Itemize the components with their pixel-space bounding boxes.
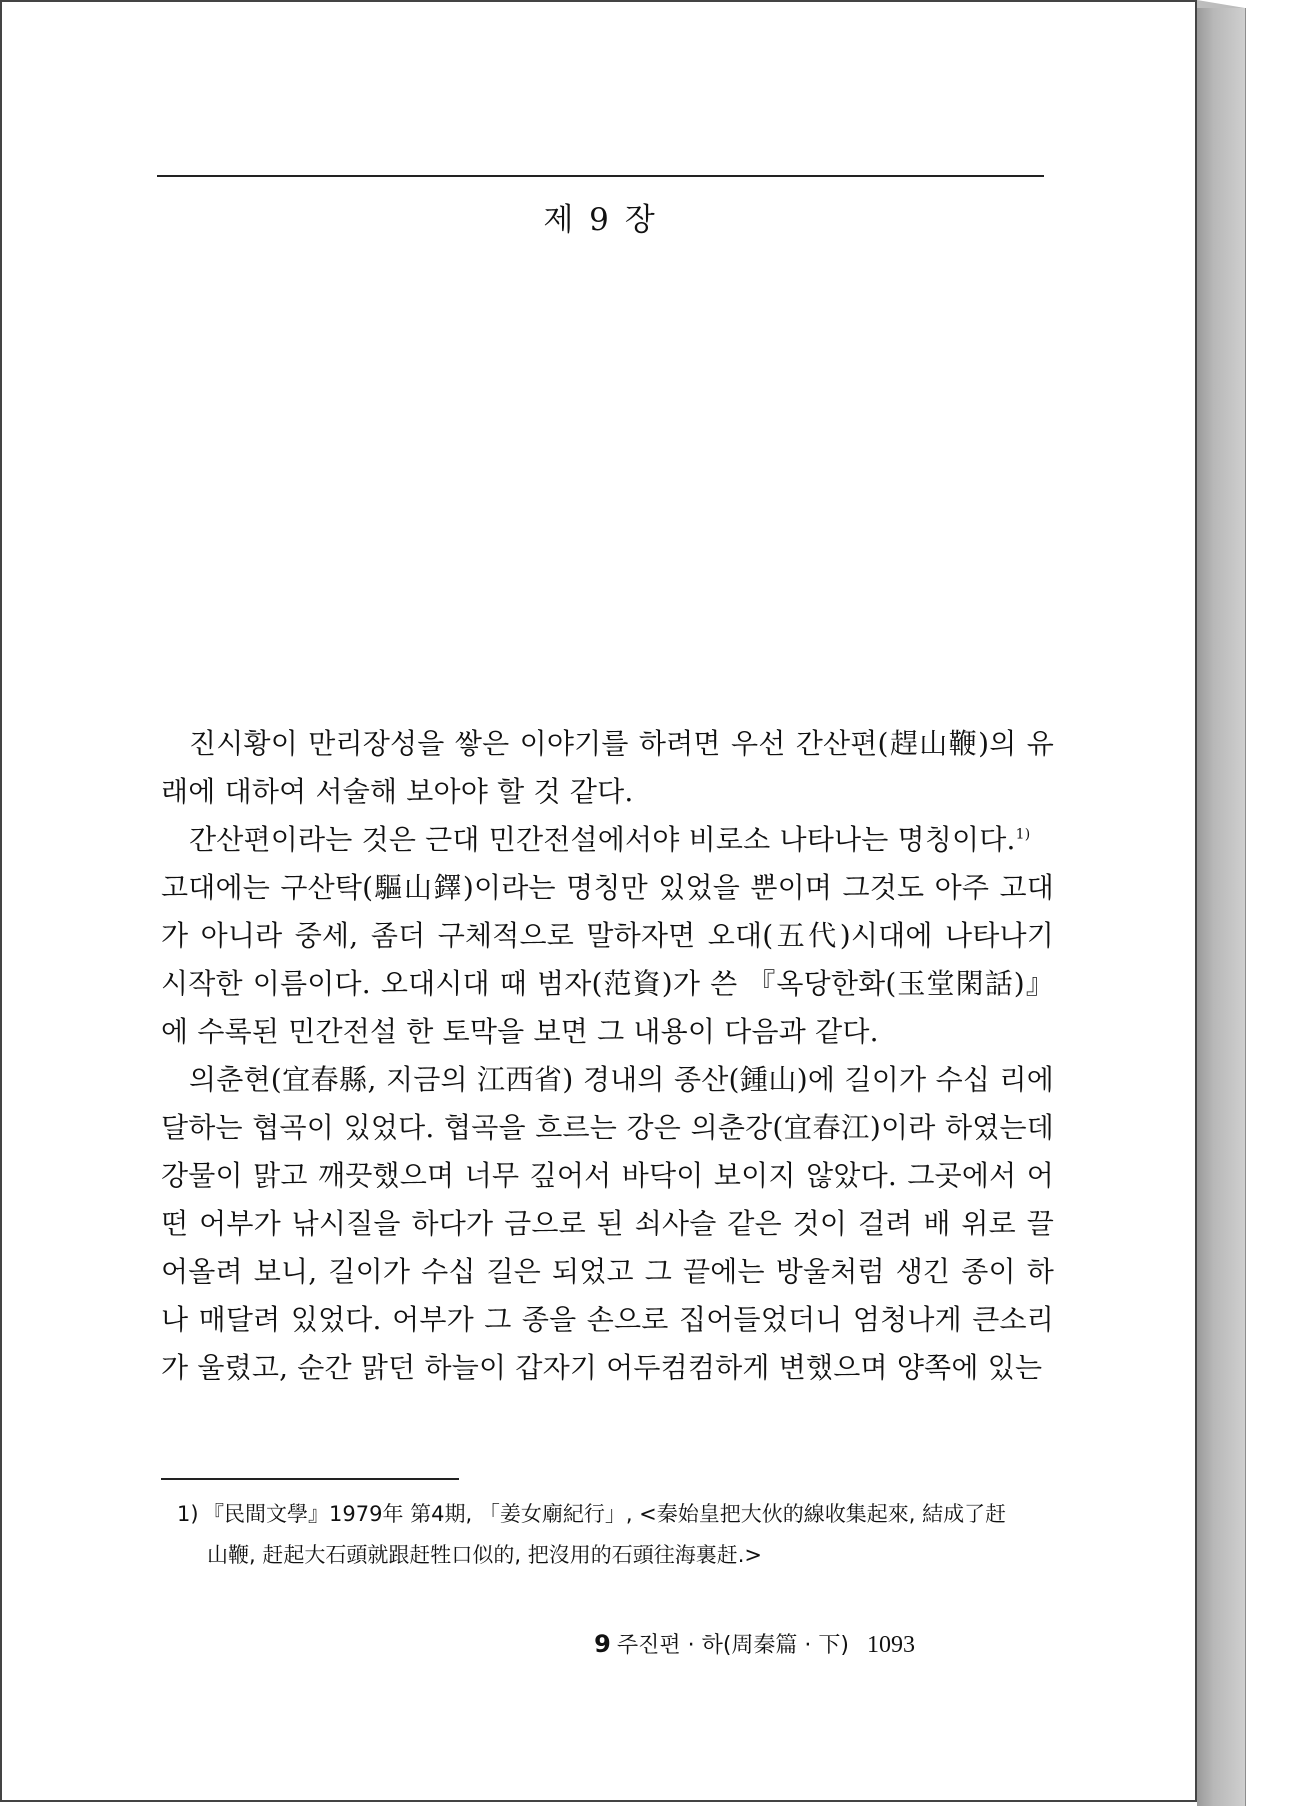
paragraph-3: 의춘현(宜春縣, 지금의 江西省) 경내의 종산(鍾山)에 길이가 수십 리에 달하는 협곡이 있었다. 협곡을 흐르는 강은 의춘강(宜春江)이라 하였는데 강물이 맑고 깨끗했으며 너무 깊어서 바닥이 보이지 않았다. 그곳에서 어떤 어부가 낚시질을 하다가 금으로 된 쇠사슬 같은 것이 걸려 배 위로 끌어올려 보니, 길이가 수십 길은 되었고 그 끝에는 방울처럼 생긴 종이 하나 매달려 있었다. 어부가 그 종을 손으로 집어들었더니 엄청나게 큰소리가 울렸고, 순간 맑던 하늘이 갑자기 어두컴컴하게 변했으며 양쪽에 있는: [161, 1063, 1054, 1384]
footer-section-title: 주진편 · 하(周秦篇 · 下): [616, 1633, 849, 1658]
chapter-title: 제 9 장: [543, 202, 658, 238]
page-stack-edge: [1197, 8, 1246, 1806]
footnote-reference[interactable]: 1): [1015, 826, 1031, 843]
paragraph-2-continued: 고대에는 구산탁(驅山鐸)이라는 명칭만 있었을 뿐이며 그것도 아주 고대가 아니라 중세, 좀더 구체적으로 말하자면 오대(五代)시대에 나타나기 시작한 이름이다. 오대시대 때 범자(范資)가 쓴 『옥당한화(玉堂閑話)』에 수록된 민간전설 한 토막을 보면 그 내용이 다음과 같다.: [161, 871, 1054, 1048]
paragraph-2-text: 간산편이라는 것은 근대 민간전설에서야 비로소 나타나는 명칭이다.: [189, 823, 1016, 856]
footnote-number: 1): [177, 1502, 199, 1526]
page-stack-top: [1197, 0, 1245, 8]
footnote: [177, 1494, 1057, 1576]
header-rule: [157, 175, 1044, 177]
footnote-text-1: 『民間文學』1979年 第4期, 「姜女廟紀行」, <秦始皇把大伙的線收集起來, 結成了赶: [203, 1502, 1007, 1526]
footnote-line-2: 山鞭, 赶起大石頭就跟赶牲口似的, 把沒用的石頭往海裏赶.>: [207, 1543, 762, 1567]
running-footer: [594, 1628, 915, 1659]
page-number: 1093: [867, 1632, 915, 1658]
footer-chapter-number: 9: [594, 1630, 611, 1658]
footnote-line-1: [177, 1494, 1057, 1535]
paragraph-1: 진시황이 만리장성을 쌓은 이야기를 하려면 우선 간산편(趕山鞭)의 유래에 대하여 서술해 보아야 할 것 같다.: [161, 727, 1054, 808]
paragraph-2: [161, 816, 1054, 864]
footnote-rule: [161, 1478, 459, 1480]
body-text: [161, 720, 1054, 1392]
